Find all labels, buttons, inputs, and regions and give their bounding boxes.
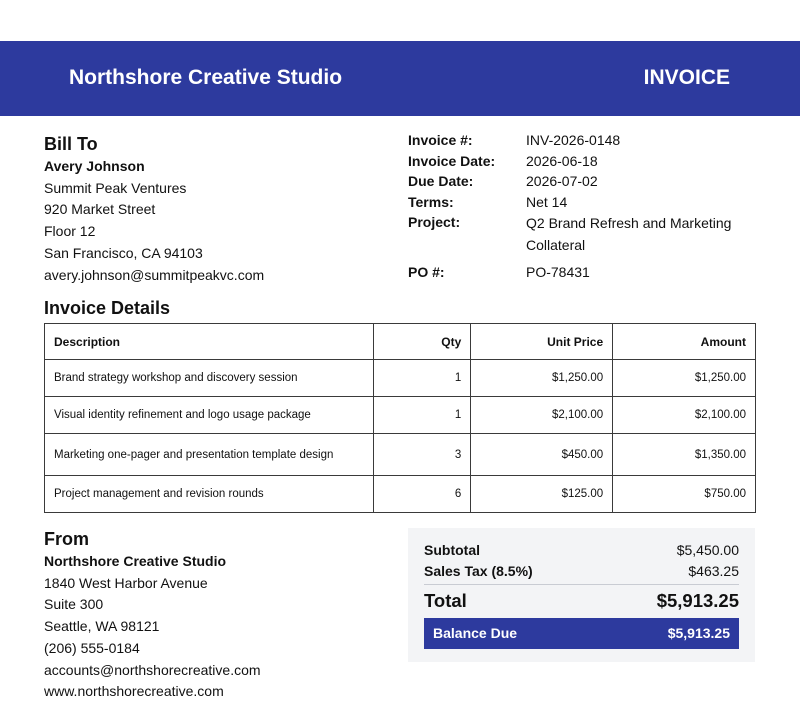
cell-amount: $750.00 [613,476,756,513]
bill-to-email: avery.johnson@summitpeakvc.com [44,266,265,283]
invoice-details-heading: Invoice Details [44,298,171,318]
balance-due-label: Balance Due [433,625,518,641]
meta-label: Project: [408,214,461,231]
cell-qty: 1 [374,360,471,397]
tax-value: $463.25 [688,563,739,579]
column-header-unit-price: Unit Price [471,324,613,360]
table-row [45,476,756,513]
from-heading: From [44,529,89,549]
cell-amount: $2,100.00 [613,397,756,434]
bill-to-heading: Bill To [44,134,98,154]
cell-qty: 3 [374,434,471,476]
meta-invoice-date [408,151,768,172]
from-name: Northshore Creative Studio [44,553,227,569]
cell-unit-price: $1,250.00 [471,360,613,397]
balance-due-value: $5,913.25 [667,625,730,641]
meta-label: Invoice #: [408,132,473,148]
meta-value: Q2 Brand Refresh and Marketing Collateral [526,215,732,254]
cell-description: Visual identity refinement and logo usage package [45,397,374,434]
tax-row [424,563,739,579]
bill-to-city: San Francisco, CA 94103 [44,244,203,261]
bill-to-block [44,132,264,286]
cell-description: Marketing one-pager and presentation template design [45,434,374,476]
meta-value: Net 14 [526,193,568,210]
cell-description: Brand strategy workshop and discovery session [45,360,374,397]
bill-to-company: Summit Peak Ventures [44,179,187,196]
header-company-name: Northshore Creative Studio [69,66,343,89]
meta-due-date [408,171,768,192]
cell-unit-price: $125.00 [471,476,613,513]
meta-terms [408,192,768,213]
invoice-meta [408,130,768,283]
bill-to-name: Avery Johnson [44,158,145,174]
column-header-description: Description [45,324,374,360]
meta-label: Invoice Date: [408,152,496,169]
cell-description: Project management and revision rounds [45,476,374,513]
total-value: $5,913.25 [656,590,739,611]
total-label: Total [424,590,467,611]
meta-value: 2026-07-02 [526,173,598,190]
bill-to-address-line-2: Floor 12 [44,223,96,240]
cell-qty: 1 [374,397,471,434]
totals-divider [424,584,739,585]
from-city: Seattle, WA 98121 [44,618,160,635]
subtotal-row [424,542,739,558]
document-title: INVOICE [643,66,730,89]
subtotal-label: Subtotal [424,542,480,558]
cell-qty: 6 [374,476,471,513]
meta-value: INV-2026-0148 [526,132,621,148]
column-header-amount: Amount [613,324,756,360]
meta-invoice-number [408,130,768,151]
meta-label: PO #: [408,264,445,281]
subtotal-value: $5,450.00 [676,542,739,558]
table-row [45,434,756,476]
from-block [44,527,261,703]
line-items-table [44,323,756,513]
meta-label: Terms: [408,193,454,210]
meta-label: Due Date: [408,173,474,190]
meta-po-number [408,262,768,283]
from-website: www.northshorecreative.com [44,683,224,700]
from-address-line-1: 1840 West Harbor Avenue [44,574,208,591]
from-email: accounts@northshorecreative.com [44,661,261,678]
cell-amount: $1,350.00 [613,434,756,476]
balance-due-bar [424,618,739,649]
from-address-line-2: Suite 300 [44,596,104,613]
meta-value: PO-78431 [526,264,590,281]
totals-panel [408,528,755,662]
from-phone: (206) 555-0184 [44,639,140,656]
column-header-qty: Qty [374,324,471,360]
meta-project [408,212,768,256]
cell-amount: $1,250.00 [613,360,756,397]
table-row [45,360,756,397]
cell-unit-price: $450.00 [471,434,613,476]
invoice-header [0,41,800,116]
table-header-row [45,324,756,360]
tax-label: Sales Tax (8.5%) [424,563,533,579]
meta-value: 2026-06-18 [526,152,598,169]
bill-to-address-line-1: 920 Market Street [44,201,156,218]
total-row [424,590,739,612]
cell-unit-price: $2,100.00 [471,397,613,434]
table-row [45,397,756,434]
